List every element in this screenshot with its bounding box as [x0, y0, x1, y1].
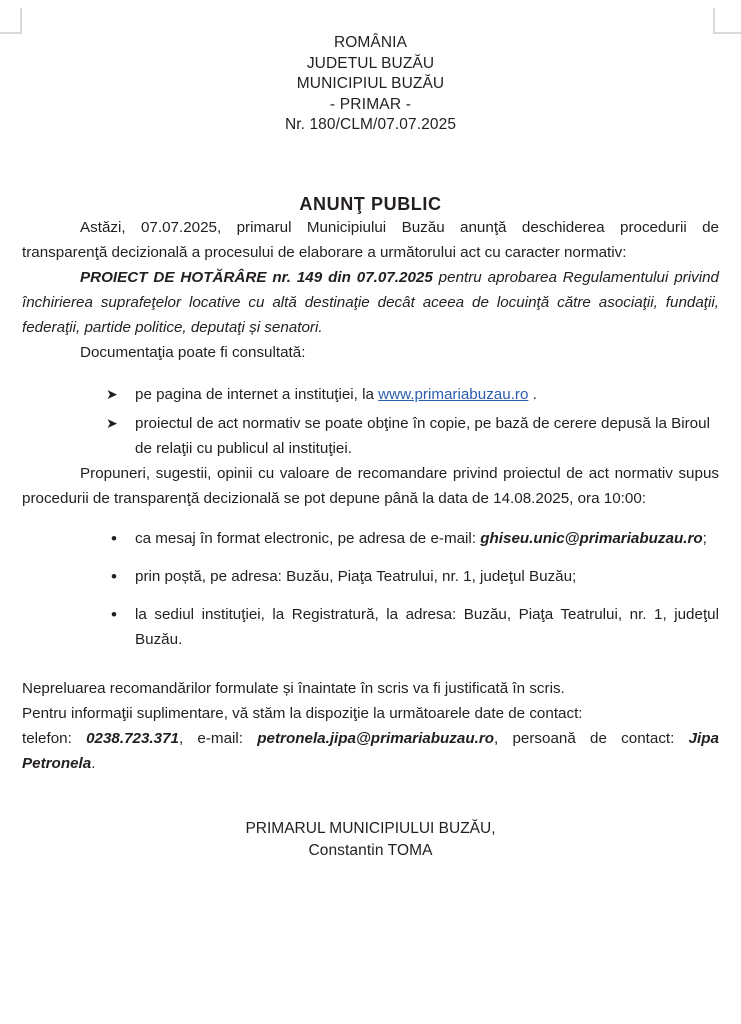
- disc-bullet-icon: •: [111, 604, 117, 624]
- list-item: [22, 564, 719, 589]
- contact-line-end: .: [91, 754, 96, 772]
- list-item-text-tail: ;: [702, 529, 707, 547]
- arrow-bullet-icon: ➤: [106, 414, 118, 431]
- project-paragraph: [22, 265, 719, 340]
- document-content: [22, 0, 719, 862]
- institution-website-link[interactable]: www.primariabuzau.ro: [378, 385, 529, 403]
- documentation-list: [22, 382, 719, 461]
- disc-bullet-icon: •: [111, 528, 117, 548]
- contact-line: [22, 726, 719, 776]
- list-item-text-tail: .: [528, 385, 537, 403]
- list-item: [22, 382, 719, 407]
- document-header: [22, 33, 719, 136]
- documentation-lead: Documentaţia poate fi consultată:: [80, 343, 306, 361]
- contact-person-label: , persoană de contact:: [494, 729, 689, 747]
- header-registration-number: Nr. 180/CLM/07.07.2025: [284, 116, 457, 133]
- list-item-text: pe pagina de internet a instituţiei, la: [135, 385, 379, 403]
- submission-methods-list: [22, 526, 719, 652]
- closing-line-info: Pentru informaţii suplimentare, vă stăm la dispoziţie la următoarele date de contact:: [22, 704, 583, 722]
- project-reference: PROIECT DE HOTĂRÂRE nr. 149 din 07.07.2025: [80, 268, 433, 286]
- disc-bullet-icon: •: [111, 566, 117, 586]
- contact-phone-label: telefon:: [22, 729, 87, 747]
- closing-block: [22, 676, 719, 776]
- header-county: JUDETUL BUZĂU: [306, 54, 435, 72]
- header-mayor-label: - PRIMAR -: [329, 95, 412, 113]
- contact-email-label: , e-mail:: [178, 729, 258, 747]
- contact-email-value: petronela.jipa@primariabuzau.ro: [257, 729, 495, 747]
- contact-person-value: Jipa Petronela: [22, 729, 719, 772]
- list-item-text: ca mesaj în format electronic, pe adresa de e-mail:: [135, 529, 481, 547]
- signature-role: PRIMARUL MUNICIPIULUI BUZĂU,: [245, 819, 496, 837]
- signature-block: [22, 818, 719, 862]
- closing-line-justification: Nepreluarea recomandărilor formulate și înaintate în scris va fi justificată în scris.: [22, 679, 565, 697]
- arrow-bullet-icon: ➤: [106, 385, 118, 402]
- list-item: [22, 526, 719, 551]
- intro-paragraph: Astăzi, 07.07.2025, primarul Municipiului Buzău anunţă deschiderea procedurii de transparenţă decizională a procesului de elaborare a următorului act cu caracter normativ:: [22, 218, 719, 261]
- contact-phone-value: 0238.723.371: [86, 729, 179, 747]
- proposals-paragraph: Propuneri, sugestii, opinii cu valoare de recomandare privind proiectul de act normativ supus procedurii de transparenţă decizională se pot depune până la data de 14.08.2025, ora 10:00:: [22, 464, 719, 507]
- project-description: pentru aprobarea Regulamentului privind închirierea suprafeţelor locative cu altă destinaţie decât aceea de locuinţă către asociaţii, fundaţii, federaţii, partide politice, deputaţi și senatori.: [22, 268, 719, 336]
- header-country: ROMÂNIA: [333, 34, 408, 51]
- page-title: ANUNŢ PUBLIC: [299, 193, 442, 214]
- list-item: [22, 602, 719, 652]
- header-municipality: MUNICIPIUL BUZĂU: [296, 75, 445, 92]
- signature-name: Constantin TOMA: [308, 841, 433, 859]
- list-item-text: proiectul de act normativ se poate obţine în copie, pe bază de cerere depusă la Biroul de relaţii cu publicul al instituţiei.: [135, 414, 710, 457]
- list-item-text: la sediul instituţiei, la Registratură, la adresa: Buzău, Piaţa Teatrului, nr. 1, judeţul Buzău.: [135, 605, 719, 648]
- list-item-text: prin poștă, pe adresa: Buzău, Piaţa Teatrului, nr. 1, judeţul Buzău;: [135, 567, 577, 585]
- list-item: [22, 411, 719, 461]
- submission-email: ghiseu.unic@primariabuzau.ro: [480, 529, 703, 547]
